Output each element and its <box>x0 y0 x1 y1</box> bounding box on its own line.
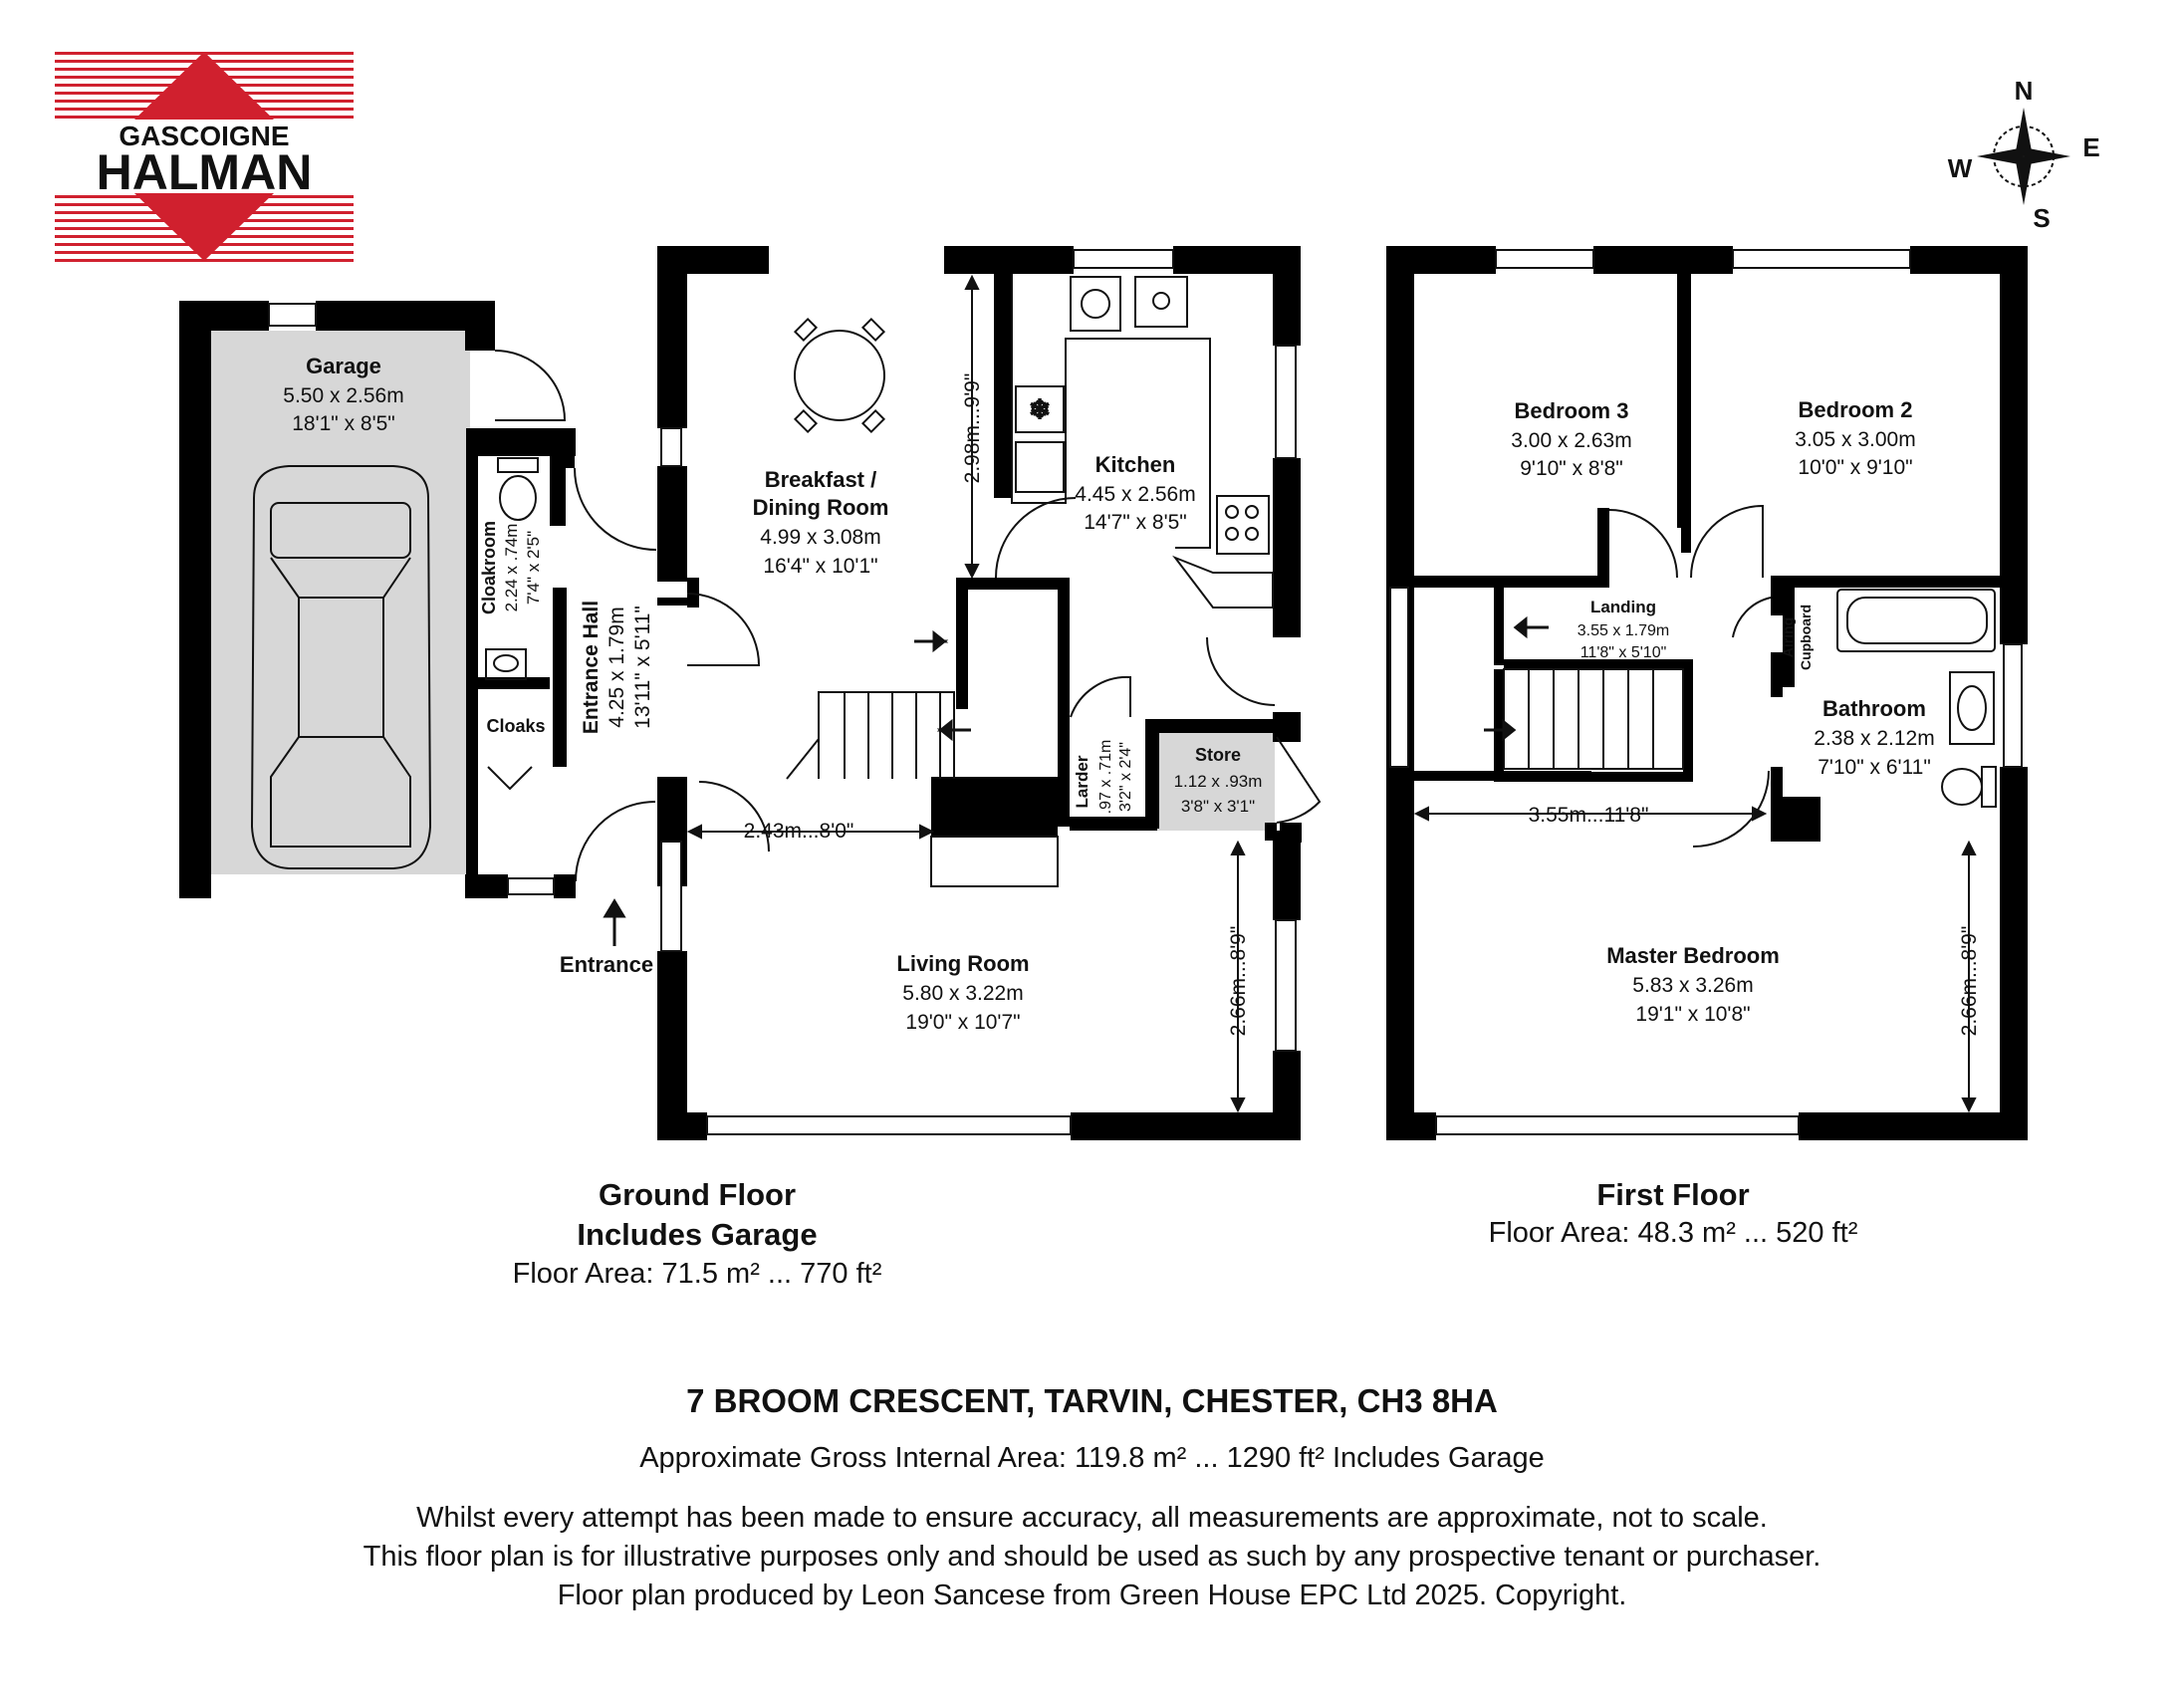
store-metric: 1.12 x .93m <box>1173 772 1263 791</box>
basin-icon <box>486 649 526 679</box>
kitchen-metric: 4.45 x 2.56m <box>1075 483 1196 506</box>
breakfast-imperial: 16'4" x 10'1" <box>763 555 878 578</box>
larder-imperial: 3'2" x 2'4" <box>1117 742 1134 812</box>
footer <box>0 1382 2184 1615</box>
garage-imperial: 18'1" x 8'5" <box>292 412 395 435</box>
living-height-dim: 2.66m...8'9" <box>1227 925 1250 1037</box>
cloakroom-imperial: 7'4" x 2'5" <box>524 530 543 606</box>
airing-name-1: Airing <box>1780 616 1796 658</box>
toilet-icon <box>500 476 536 520</box>
first-floor-caption <box>1414 1175 1932 1253</box>
master-width-dim: 3.55m...11'8" <box>1528 804 1649 827</box>
garage-name: Garage <box>306 354 381 378</box>
bed3-imperial: 9'10" x 8'8" <box>1520 457 1623 480</box>
kitchen-sink-icon <box>1135 277 1187 327</box>
cloakroom-name: Cloakroom <box>479 520 499 615</box>
landing-metric: 3.55 x 1.79m <box>1577 622 1670 639</box>
compass-west: W <box>1947 153 1973 183</box>
bed2-metric: 3.05 x 3.00m <box>1795 428 1916 451</box>
bed2-imperial: 10'0" x 9'10" <box>1798 456 1913 479</box>
bathroom-imperial: 7'10" x 6'11" <box>1818 756 1931 779</box>
bathroom-name: Bathroom <box>1822 696 1926 721</box>
logo-line2: HALMAN <box>96 144 313 200</box>
living-metric: 5.80 x 3.22m <box>902 982 1024 1005</box>
breakfast-name-1: Breakfast / <box>764 467 877 492</box>
gross-internal-area: Approximate Gross Internal Area: 119.8 m² ... 1290 ft² Includes Garage <box>639 1442 1545 1474</box>
entrance-arrow-icon[interactable] <box>606 901 623 946</box>
ground-floor-area: Floor Area: 71.5 m² ... 770 ft² <box>512 1257 882 1290</box>
ground-floor-title: Ground Floor <box>598 1177 797 1212</box>
dining-table-icon <box>795 319 884 431</box>
hob-icon <box>1217 496 1269 554</box>
gascoigne-halman-logo <box>55 52 354 262</box>
property-address: 7 BROOM CRESCENT, TARVIN, CHESTER, CH3 8HA <box>686 1382 1498 1419</box>
svg-text:❄: ❄ <box>1029 394 1051 424</box>
toilet-cistern-icon <box>498 458 538 472</box>
compass-south: S <box>2033 203 2051 233</box>
bed3-name: Bedroom 3 <box>1514 398 1629 423</box>
breakfast-metric: 4.99 x 3.08m <box>760 526 881 549</box>
first-floor-staircase-icon <box>1504 669 1683 769</box>
entrance-hall-name: Entrance Hall <box>580 600 603 735</box>
disclaimer-line-3: Floor plan produced by Leon Sancese from Green House EPC Ltd 2025. Copyright. <box>557 1580 1627 1612</box>
cloaks-name: Cloaks <box>486 716 546 736</box>
ground-floor-plan <box>179 246 1320 1140</box>
bed3-metric: 3.00 x 2.63m <box>1511 429 1632 452</box>
entrance-hall-imperial: 13'11" x 5'11" <box>631 606 654 729</box>
compass-east: E <box>2082 132 2100 162</box>
first-floor-title: First Floor <box>1596 1177 1750 1212</box>
ground-floor-caption <box>438 1175 956 1293</box>
entrance-label: Entrance <box>559 952 654 977</box>
bathroom-basin-icon <box>1950 672 1994 744</box>
bathroom-metric: 2.38 x 2.12m <box>1814 727 1935 750</box>
compass-north: N <box>2014 76 2034 106</box>
master-imperial: 19'1" x 10'8" <box>1635 1003 1751 1026</box>
first-floor-area: Floor Area: 48.3 m² ... 520 ft² <box>1488 1217 1858 1250</box>
larder-name: Larder <box>1073 755 1092 809</box>
store-name: Store <box>1194 745 1242 765</box>
airing-name-2: Cupboard <box>1798 604 1814 671</box>
compass-rose-icon <box>1948 76 2100 233</box>
disclaimer-line-2: This floor plan is for illustrative purposes only and should be used as such by any prospective tenant or purchaser. <box>363 1541 1821 1574</box>
first-floor-plan <box>1386 246 2028 1140</box>
cloakroom-metric: 2.24 x .74m <box>502 523 521 612</box>
living-name: Living Room <box>896 951 1030 976</box>
disclaimer-line-1: Whilst every attempt has been made to ensure accuracy, all measurements are approximate, not to scale. <box>416 1502 1768 1534</box>
washing-machine-icon <box>1071 277 1120 331</box>
logo-line1: GASCOIGNE <box>119 121 290 151</box>
landing-name: Landing <box>1589 598 1657 616</box>
ground-floor-subtitle: Includes Garage <box>577 1217 818 1253</box>
bed2-name: Bedroom 2 <box>1798 397 1913 422</box>
living-imperial: 19'0" x 10'7" <box>905 1011 1021 1034</box>
kitchen-imperial: 14'7" x 8'5" <box>1084 511 1187 534</box>
store-imperial: 3'8" x 3'1" <box>1180 797 1256 816</box>
entrance-hall-metric: 4.25 x 1.79m <box>606 607 628 728</box>
breakfast-name-2: Dining Room <box>752 495 889 520</box>
master-metric: 5.83 x 3.26m <box>1632 974 1754 997</box>
bathroom-toilet-icon <box>1982 767 1996 807</box>
larder-metric: .97 x .71m <box>1097 739 1114 815</box>
hall-width-dim: 2.43m...8'0" <box>743 820 854 843</box>
master-name: Master Bedroom <box>1606 943 1780 968</box>
kitchen-height-dim: 2.98m...9'9" <box>961 372 984 484</box>
landing-imperial: 11'8" x 5'10" <box>1579 644 1667 661</box>
master-height-dim: 2.66m...8'9" <box>1958 925 1981 1037</box>
kitchen-name: Kitchen <box>1094 452 1176 477</box>
garage-metric: 5.50 x 2.56m <box>283 384 404 407</box>
